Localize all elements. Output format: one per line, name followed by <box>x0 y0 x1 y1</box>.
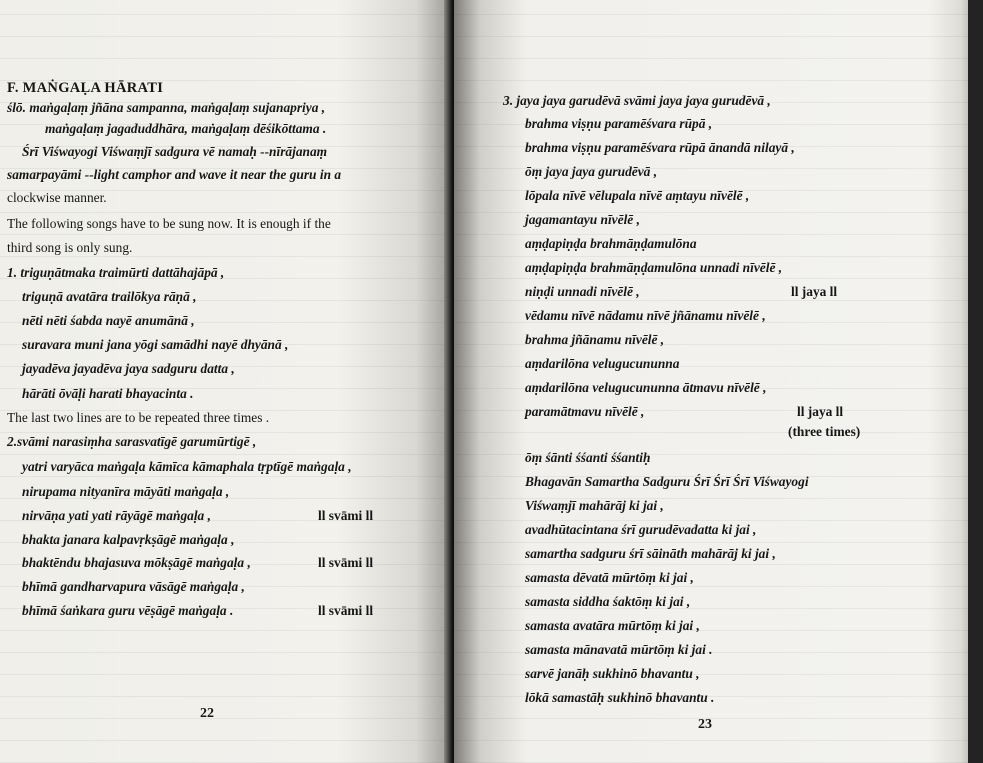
text-line: aṃdarilōna velugucununna ātmavu nīvēlē , <box>525 380 767 395</box>
text-line: niṇḍi unnadi nīvēlē , <box>525 284 640 299</box>
right-page <box>454 0 971 763</box>
page-number: 23 <box>698 717 712 732</box>
text-line: samasta dēvatā mūrtōṃ ki jai , <box>525 570 694 585</box>
text-line: third song is only sung. <box>7 240 133 255</box>
text-line: brahma viṣṇu paramēśvara rūpā , <box>525 116 713 131</box>
text-line: bhīmā gandharvapura vāsāgē maṅgaḷa , <box>22 579 245 594</box>
text-line: aṃḍapiṇḍa brahmāṇḍamulōna unnadi nīvēlē , <box>525 260 783 275</box>
text-line: nēti nēti śabda nayē anumānā , <box>22 313 195 328</box>
text-line: samartha sadguru śrī sāināth mahārāj ki jai , <box>525 546 776 561</box>
page-number: 22 <box>200 706 214 721</box>
text-line: nirupama nityanīra māyāti maṅgaḷa , <box>22 484 230 499</box>
refrain-marker: ll jaya ll <box>797 404 844 419</box>
text-line: suravara muni jana yōgi samādhi nayē dhyānā , <box>22 337 289 352</box>
text-line: clockwise manner. <box>7 190 107 205</box>
text-line: aṃḍapiṇḍa brahmāṇḍamulōna <box>525 236 697 251</box>
text-line: bhakta janara kalpavṛkṣāgē maṅgaḷa , <box>22 532 235 547</box>
text-line: nirvāṇa yati yati rāyāgē maṅgaḷa , <box>22 508 211 523</box>
left-page <box>0 0 452 763</box>
section-heading: F. MAṄGAḶA HĀRATI <box>7 80 164 96</box>
text-line: samasta mānavatā mūrtōṃ ki jai . <box>525 642 713 657</box>
refrain-marker: ll svāmi ll <box>318 508 374 523</box>
text-line: hārāti ōvāḷi harati bhayacinta . <box>22 386 194 401</box>
text-line: bhīmā śaṅkara guru vēṣāgē maṅgaḷa . <box>22 603 234 618</box>
text-line: yatri varyāca maṅgaḷa kāmīca kāmaphala tṛptīgē maṅgaḷa , <box>22 459 352 474</box>
refrain-marker: ll svāmi ll <box>318 555 374 570</box>
text-line: The last two lines are to be repeated three times . <box>7 410 270 425</box>
text-line: The following songs have to be sung now. It is enough if the <box>7 216 331 231</box>
text-line: maṅgaḷaṃ jagaduddhāra, maṅgaḷaṃ dēśikōttama . <box>45 121 327 136</box>
repeat-note: (three times) <box>788 424 861 439</box>
text-line: lōpala nīvē vēlupala nīvē aṃtayu nīvēlē , <box>525 188 750 203</box>
text-line: samasta siddha śaktōṃ ki jai , <box>525 594 691 609</box>
text-line: Bhagavān Samartha Sadguru Śrī Śrī Śrī Viśwayogi <box>525 474 809 489</box>
refrain-marker: ll svāmi ll <box>318 603 374 618</box>
text-line: 3. jaya jaya garudēvā svāmi jaya jaya gurudēvā , <box>503 93 771 108</box>
refrain-marker: ll jaya ll <box>791 284 838 299</box>
book-cover-edge <box>968 0 983 763</box>
text-line: ślō. maṅgaḷaṃ jñāna sampanna, maṅgaḷaṃ sujanapriya , <box>7 100 326 115</box>
text-line: vēdamu nīvē nādamu nīvē jñānamu nīvēlē , <box>525 308 766 323</box>
text-line: jayadēva jayadēva jaya sadguru datta , <box>22 361 235 376</box>
text-line: ōṃ jaya jaya gurudēvā , <box>525 164 658 179</box>
text-line: aṃdarilōna velugucununna <box>525 356 680 371</box>
text-line: brahma jñānamu nīvēlē , <box>525 332 665 347</box>
text-line: samasta avatāra mūrtōṃ ki jai , <box>525 618 700 633</box>
text-line: 1. triguṇātmaka traimūrti dattāhajāpā , <box>7 265 225 280</box>
text-line: avadhūtacintana śrī gurudēvadatta ki jai , <box>525 522 757 537</box>
text-line: jagamantayu nīvēlē , <box>525 212 640 227</box>
text-line: Viśwaṃjī mahārāj ki jai , <box>525 498 664 513</box>
text-line: Śrī Viśwayogi Viśwaṃjī sadgura vē namaḥ --nīrājanaṃ <box>22 144 328 159</box>
text-line: sarvē janāḥ sukhinō bhavantu , <box>525 666 700 681</box>
text-line: 2.svāmi narasiṃha sarasvatīgē garumūrtigē , <box>7 434 257 449</box>
text-line: bhaktēndu bhajasuva mōkṣāgē maṅgaḷa , <box>22 555 251 570</box>
text-line: brahma viṣṇu paramēśvara rūpā ānandā nilayā , <box>525 140 795 155</box>
text-line: triguṇā avatāra trailōkya rāṇā , <box>22 289 197 304</box>
text-line: lōkā samastāḥ sukhinō bhavantu . <box>525 690 715 705</box>
text-line: samarpayāmi --light camphor and wave it near the guru in a <box>7 167 342 182</box>
text-line: ōṃ śānti śśanti śśantiḥ <box>525 450 651 465</box>
text-line: paramātmavu nīvēlē , <box>525 404 645 419</box>
